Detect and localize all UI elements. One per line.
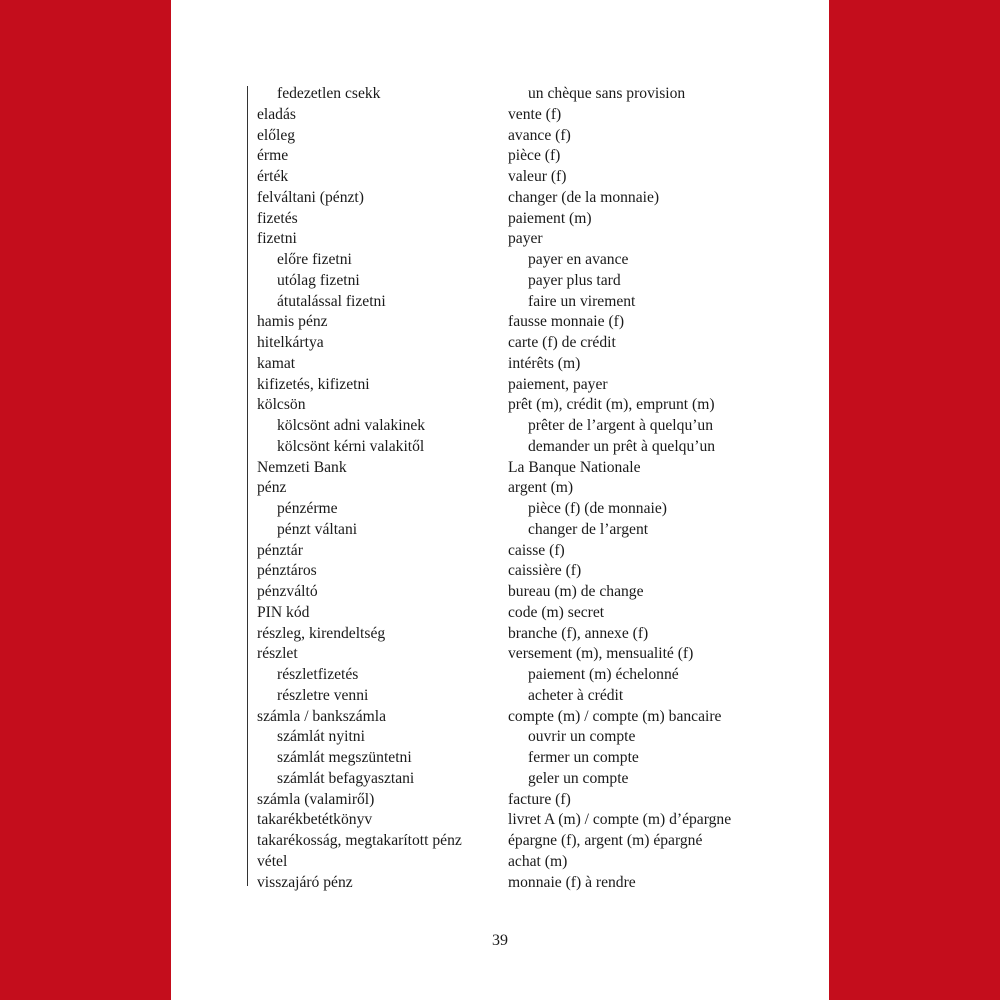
vocabulary-list xyxy=(257,84,817,893)
hungarian-term: fizetni xyxy=(257,230,297,248)
vocab-row xyxy=(257,292,817,313)
french-term: versement (m), mensualité (f) xyxy=(508,645,694,663)
vocab-row xyxy=(257,312,817,333)
french-term: livret A (m) / compte (m) d’épargne xyxy=(508,811,732,829)
hungarian-term: számlát megszüntetni xyxy=(277,749,412,766)
hungarian-term: számla / bankszámla xyxy=(257,707,387,725)
hungarian-term: hitelkártya xyxy=(257,334,324,351)
hungarian-term: PIN kód xyxy=(257,603,310,621)
hungarian-term: fizetés xyxy=(257,209,298,227)
french-term: vente (f) xyxy=(508,105,562,123)
vocab-row xyxy=(257,146,817,167)
french-term: pièce (f) (de monnaie) xyxy=(528,500,667,517)
hungarian-term: részlet xyxy=(257,645,298,663)
hungarian-term: takarékbetétkönyv xyxy=(257,811,373,829)
french-term: pièce (f) xyxy=(508,147,561,165)
vocab-row xyxy=(257,105,817,126)
hungarian-term: kölcsönt kérni valakitől xyxy=(277,437,425,455)
hungarian-term: érték xyxy=(257,168,289,185)
hungarian-term: számlát nyitni xyxy=(277,728,365,746)
vocab-row xyxy=(257,707,817,728)
hungarian-term: vétel xyxy=(257,852,288,870)
french-term: paiement (m) échelonné xyxy=(528,666,679,683)
hungarian-term: előleg xyxy=(257,126,296,144)
hungarian-term: részleg, kirendeltség xyxy=(257,624,386,642)
vocab-row xyxy=(257,375,817,396)
vocab-row xyxy=(257,810,817,831)
french-term: code (m) secret xyxy=(508,603,605,621)
french-term: bureau (m) de change xyxy=(508,583,644,600)
vocab-row xyxy=(257,437,817,458)
french-term: changer (de la monnaie) xyxy=(508,188,660,206)
french-term: monnaie (f) à rendre xyxy=(508,873,636,891)
vocab-row xyxy=(257,852,817,873)
vocab-row xyxy=(257,582,817,603)
book-page xyxy=(171,0,829,1000)
french-term: ouvrir un compte xyxy=(528,728,636,746)
vocab-row xyxy=(257,395,817,416)
page-number: 39 xyxy=(492,932,508,949)
french-term: épargne (f), argent (m) épargné xyxy=(508,832,703,849)
hungarian-term: átutalással fizetni xyxy=(277,292,386,310)
french-term: acheter à crédit xyxy=(528,686,624,704)
french-term: caissière (f) xyxy=(508,562,582,580)
hungarian-term: takarékosság, megtakarított pénz xyxy=(257,832,462,849)
vocab-row xyxy=(257,665,817,686)
hungarian-term: fedezetlen csekk xyxy=(277,85,381,102)
vocab-row xyxy=(257,333,817,354)
hungarian-term: részletre venni xyxy=(277,686,369,704)
hungarian-term: pénzváltó xyxy=(257,583,318,600)
french-term: prêter de l’argent à quelqu’un xyxy=(528,417,714,434)
french-term: prêt (m), crédit (m), emprunt (m) xyxy=(508,396,715,414)
vocab-row xyxy=(257,686,817,707)
vocab-row xyxy=(257,209,817,230)
french-term: faire un virement xyxy=(528,292,636,310)
french-term: La Banque Nationale xyxy=(508,458,641,476)
french-term: intérêts (m) xyxy=(508,354,581,372)
hungarian-term: hamis pénz xyxy=(257,313,328,331)
hungarian-term: pénztár xyxy=(257,541,303,559)
hungarian-term: kölcsön xyxy=(257,396,306,414)
vocab-row xyxy=(257,769,817,790)
hungarian-term: számla (valamiről) xyxy=(257,790,375,808)
french-term: facture (f) xyxy=(508,790,571,808)
vocab-row xyxy=(257,624,817,645)
french-term: branche (f), annexe (f) xyxy=(508,624,649,642)
vocab-row xyxy=(257,873,817,894)
vocab-row xyxy=(257,831,817,852)
hungarian-term: pénztáros xyxy=(257,562,317,580)
vocab-row xyxy=(257,229,817,250)
vocab-row xyxy=(257,250,817,271)
french-term: achat (m) xyxy=(508,852,568,870)
french-term: fausse monnaie (f) xyxy=(508,313,625,331)
hungarian-term: felváltani (pénzt) xyxy=(257,188,364,206)
hungarian-term: előre fizetni xyxy=(277,251,352,268)
french-term: un chèque sans provision xyxy=(528,85,686,102)
french-term: payer plus tard xyxy=(528,271,621,289)
hungarian-term: kamat xyxy=(257,354,296,372)
hungarian-term: kifizetés, kifizetni xyxy=(257,375,370,393)
vocab-row xyxy=(257,727,817,748)
vocab-row xyxy=(257,603,817,624)
french-term: payer xyxy=(508,230,543,248)
vocab-row xyxy=(257,416,817,437)
vocab-row xyxy=(257,561,817,582)
french-term: carte (f) de crédit xyxy=(508,334,616,351)
vocab-row xyxy=(257,478,817,499)
vertical-rule xyxy=(247,86,248,886)
french-term: argent (m) xyxy=(508,479,574,497)
hungarian-term: pénzérme xyxy=(277,500,338,517)
french-term: avance (f) xyxy=(508,126,571,144)
hungarian-term: pénz xyxy=(257,479,287,497)
hungarian-term: visszajáró pénz xyxy=(257,873,353,891)
hungarian-term: Nemzeti Bank xyxy=(257,458,347,476)
french-term: demander un prêt à quelqu’un xyxy=(528,437,716,455)
vocab-row xyxy=(257,126,817,147)
hungarian-term: pénzt váltani xyxy=(277,520,358,538)
french-term: caisse (f) xyxy=(508,541,565,559)
hungarian-term: érme xyxy=(257,147,289,165)
vocab-row xyxy=(257,458,817,479)
french-term: paiement (m) xyxy=(508,209,592,227)
hungarian-term: eladás xyxy=(257,105,296,123)
hungarian-term: számlát befagyasztani xyxy=(277,769,415,787)
vocab-row xyxy=(257,271,817,292)
french-term: geler un compte xyxy=(528,769,629,787)
french-term: valeur (f) xyxy=(508,168,567,185)
vocab-row xyxy=(257,790,817,811)
french-term: paiement, payer xyxy=(508,375,608,393)
vocab-row xyxy=(257,644,817,665)
hungarian-term: utólag fizetni xyxy=(277,271,360,289)
vocab-row xyxy=(257,541,817,562)
vocab-row xyxy=(257,520,817,541)
vocab-row xyxy=(257,84,817,105)
french-term: changer de l’argent xyxy=(528,520,649,538)
hungarian-term: kölcsönt adni valakinek xyxy=(277,417,426,434)
french-term: payer en avance xyxy=(528,251,629,268)
vocab-row xyxy=(257,167,817,188)
vocab-row xyxy=(257,499,817,520)
hungarian-term: részletfizetés xyxy=(277,666,359,683)
french-term: fermer un compte xyxy=(528,749,639,766)
vocab-row xyxy=(257,354,817,375)
vocab-row xyxy=(257,188,817,209)
french-term: compte (m) / compte (m) bancaire xyxy=(508,707,722,725)
vocab-row xyxy=(257,748,817,769)
